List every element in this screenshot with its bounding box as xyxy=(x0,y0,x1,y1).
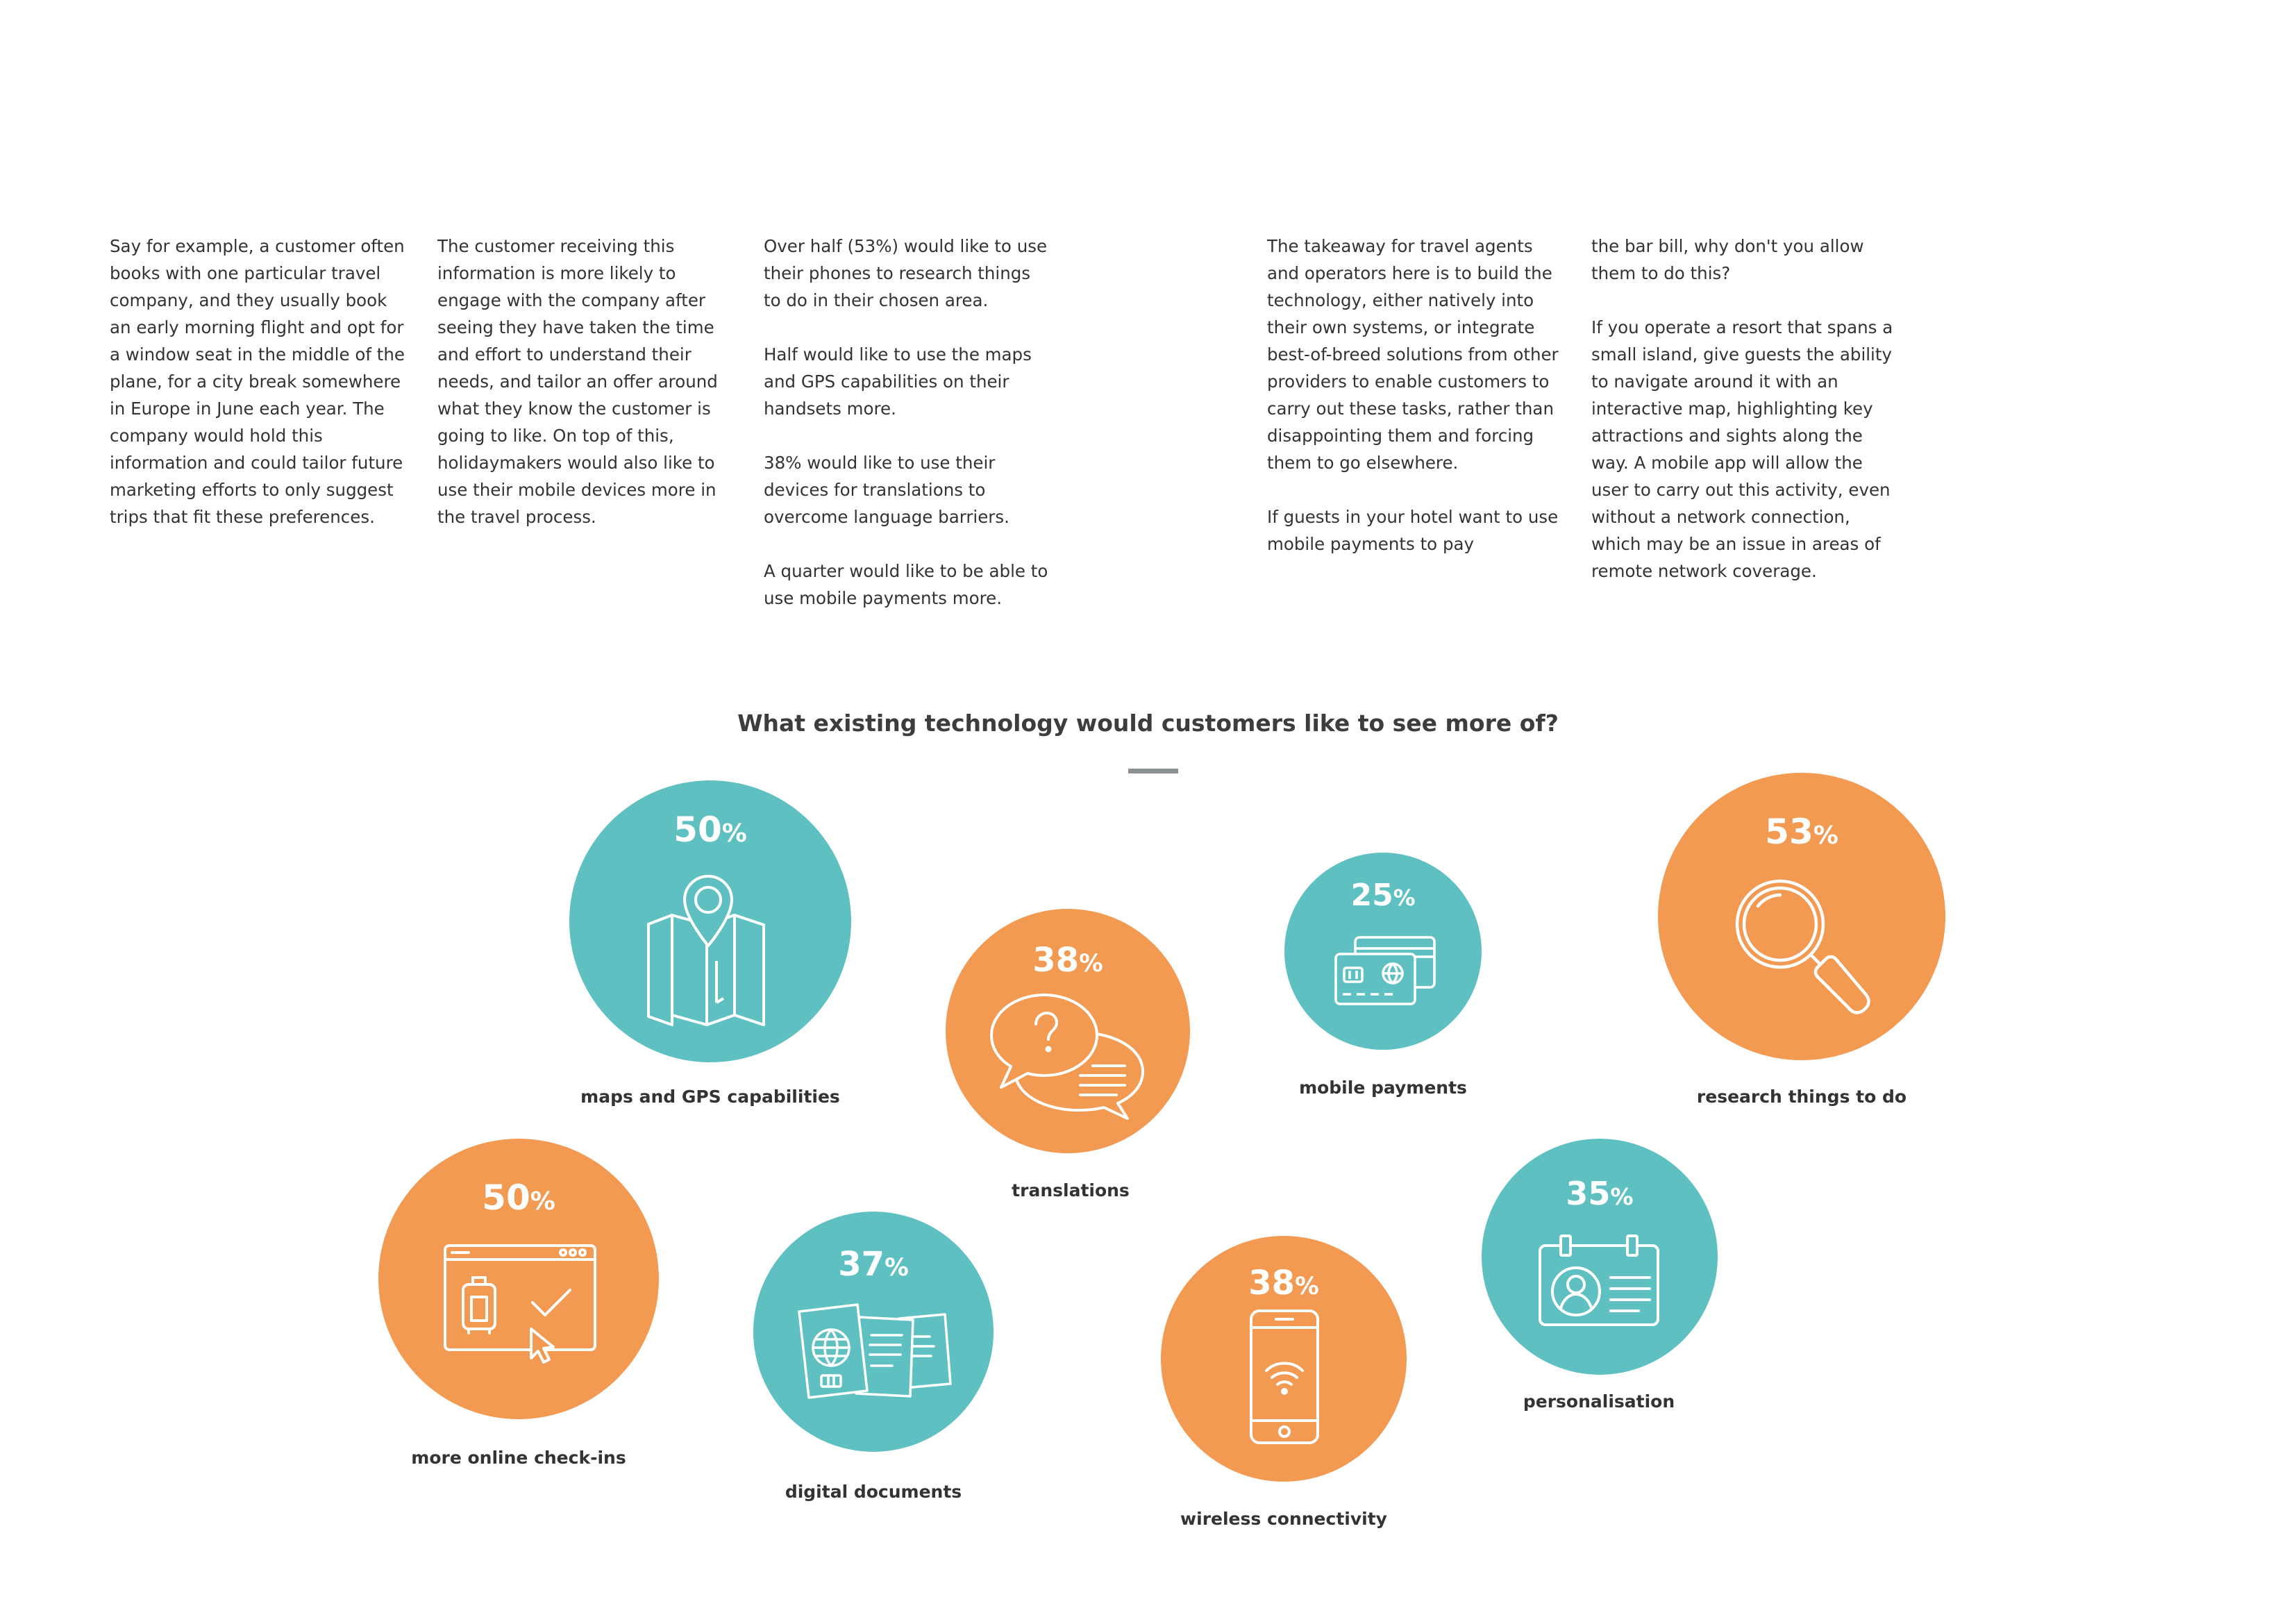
paragraph: The takeaway for travel agents and operators here is to build the technology, either natively into their own systems, or integrate best-of-breed solutions from other providers to enable customers to carry out these tasks, rather than disappointing them and forcing them to go elsewhere. xyxy=(1267,236,1559,473)
paragraph: Say for example, a customer often books with one particular travel company, and they usually book an early morning flight and opt for a window seat in the middle of the plane, for a city break somewhere in Europe in June each year. The company would hold this information and could tailor future marketing efforts to only suggest trips that fit these preferences. xyxy=(110,236,405,527)
payment-cards-icon xyxy=(1333,935,1437,1011)
smartphone-wifi-icon xyxy=(1248,1308,1321,1447)
stat-bubble-digital-documents xyxy=(753,1212,994,1452)
online-checkin-icon xyxy=(442,1243,598,1368)
stat-value: 53% xyxy=(1765,812,1838,852)
paragraph: 38% would like to use their devices for translations to overcome language barriers. xyxy=(764,453,1009,527)
paragraph: Half would like to use the maps and GPS capabilities on their handsets more. xyxy=(764,344,1032,419)
passport-documents-icon xyxy=(795,1302,955,1406)
text-column-4 xyxy=(1267,233,1559,558)
stat-value: 35% xyxy=(1566,1175,1634,1212)
map-pin-icon xyxy=(639,864,778,1023)
text-column-1 xyxy=(110,233,408,530)
paragraph: If guests in your hotel want to use mobile payments to pay xyxy=(1267,507,1559,554)
stat-label: maps and GPS capabilities xyxy=(580,1087,840,1107)
stat-label: personalisation xyxy=(1523,1391,1675,1412)
stat-bubble-maps xyxy=(569,780,851,1062)
magnifier-icon xyxy=(1730,876,1876,1021)
title-divider xyxy=(1128,769,1178,773)
stat-value: 37% xyxy=(838,1245,909,1284)
stat-bubble-wireless xyxy=(1161,1236,1407,1482)
stat-label: wireless connectivity xyxy=(1180,1509,1387,1529)
text-column-3 xyxy=(764,233,1052,612)
speech-bubbles-icon xyxy=(989,991,1148,1116)
text-column-5 xyxy=(1591,233,1897,585)
stat-bubble-personalisation xyxy=(1482,1139,1718,1375)
infographic-title: What existing technology would customers like to see more of? xyxy=(737,710,1559,737)
stat-bubble-mobile-payments xyxy=(1284,853,1482,1050)
stat-value: 50% xyxy=(673,810,747,850)
stat-label: digital documents xyxy=(785,1482,962,1502)
stat-bubble-translations xyxy=(946,909,1190,1153)
stat-label: mobile payments xyxy=(1299,1078,1467,1098)
stat-value: 25% xyxy=(1350,878,1416,913)
paragraph: If you operate a resort that spans a small island, give guests the ability to navigate around it with an interactive map, highlighting key attractions and sights along the way. A mobile app will allow the user to carry out this activity, even without a network connection, which may be an issue in areas of remote network coverage. xyxy=(1591,317,1893,581)
stat-label: translations xyxy=(1012,1180,1130,1200)
stat-label: more online check-ins xyxy=(411,1448,626,1468)
text-column-2 xyxy=(437,233,736,530)
stat-value: 38% xyxy=(1248,1264,1319,1303)
paragraph: The customer receiving this information is more likely to engage with the company after seeing they have taken the time and effort to understand their needs, and tailor an offer around what they know the customer is going to like. On top of this, holidaymakers would also like to use their mobile devices more in the travel process. xyxy=(437,236,718,527)
stat-value: 38% xyxy=(1032,941,1103,980)
paragraph: Over half (53%) would like to use their phones to research things to do in their chosen area. xyxy=(764,236,1048,310)
id-card-icon xyxy=(1537,1233,1661,1328)
paragraph: the bar bill, why don't you allow them to do this? xyxy=(1591,236,1864,283)
stat-value: 50% xyxy=(482,1178,555,1218)
stat-bubble-online-checkins xyxy=(378,1139,659,1419)
paragraph: A quarter would like to be able to use mobile payments more. xyxy=(764,561,1048,608)
stat-label: research things to do xyxy=(1696,1087,1907,1107)
stat-bubble-research xyxy=(1658,773,1945,1060)
